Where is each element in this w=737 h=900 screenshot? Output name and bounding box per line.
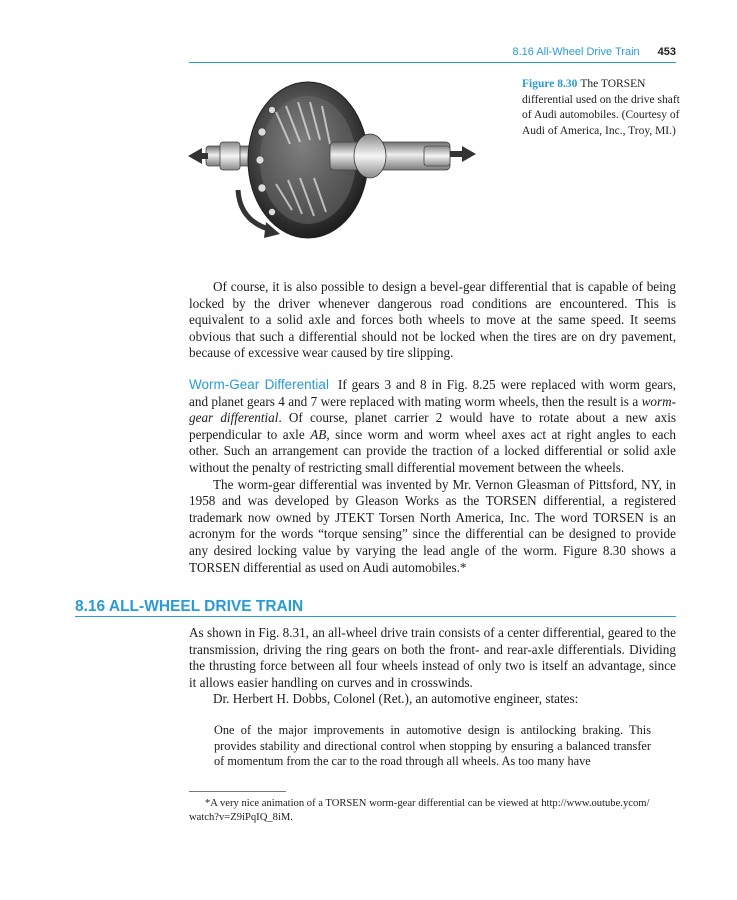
footnote [189, 797, 676, 825]
caption-label: Figure 8.30 [522, 78, 578, 90]
section-paragraph-2: Dr. Herbert H. Dobbs, Colonel (Ret.), an automotive engineer, states: [213, 691, 579, 707]
torsen-differential-figure [180, 72, 490, 244]
intro-paragraph-block [189, 279, 676, 362]
section-body [189, 625, 676, 708]
running-title: 8.16 All-Wheel Drive Train [512, 46, 640, 58]
intro-paragraph: Of course, it is also possible to design a bevel-gear differential that is capable of being locked by the driver whenever dangerous road conditions are encountered. This is equivalent to a solid axle and forces both wheels to move at the same speed. It seems obvious that such a differential should not be locked when the tires are on dry pavement, because of excessive wear caused by tire slipping. [189, 279, 676, 361]
footnote-text: *A very nice animation of a TORSEN worm-gear differential can be viewed at http://www.outube.ycom/ watch?v=Z9iPqIQ_8iM. [189, 798, 650, 823]
worm-gear-text-b: . Of course, planet carrier 2 would have to rotate about a new axis perpendicular to axle [189, 410, 676, 442]
caption-text: The TORSEN differential used on the drive shaft of Audi automobiles. (Courtesy of Audi of America, Inc., Troy, MI.) [522, 78, 680, 137]
block-quote: One of the major improvements in automotive design is antilocking braking. This provides stability and directional control when stopping by ensuring a balanced transfer of momentum from the car to the road through all wheels. As too many have [214, 723, 651, 769]
axle-label: AB [310, 426, 327, 442]
worm-gear-heading: Worm-Gear Differential [189, 377, 329, 392]
running-header [189, 46, 676, 62]
section-heading: 8.16 ALL-WHEEL DRIVE TRAIN [75, 598, 304, 615]
section-paragraph-1: As shown in Fig. 8.31, an all-wheel drive train consists of a center differential, geared to the transmission, driving the ring gears on both the front- and rear-axle differentials. Dividing the thrusting force between all four wheels instead of only two is itself an advantage, since it allows easier handling on curves and in crosswinds. [189, 625, 676, 690]
worm-gear-term: worm-gear differential [189, 393, 676, 426]
worm-gear-text-c: , since worm and worm wheel axes act at right angles to each other. Such an arrangement can provide the traction of a locked differential or solid axle without the penalty of restricting small differential movement between the wheels. [189, 426, 676, 475]
section-rule [75, 616, 676, 617]
page-number: 453 [657, 46, 676, 58]
header-rule [189, 62, 676, 63]
left-arrow [188, 148, 202, 164]
worm-gear-paragraph-1 [189, 377, 676, 477]
worm-gear-block [189, 377, 676, 576]
footnote-rule [189, 791, 286, 792]
right-arrow [462, 146, 476, 162]
figure-caption [522, 77, 682, 139]
worm-gear-text-a: If gears 3 and 8 in Fig. 8.25 were replaced with worm gears, and planet gears 4 and 7 were replaced with mating worm wheels, then the result is a [189, 377, 677, 409]
worm-gear-paragraph-2: The worm-gear differential was invented by Mr. Vernon Gleasman of Pittsford, NY, in 1958 and was developed by Gleason Works as the TORSEN differential, a registered trademark now owned by JTEKT Torsen North America, Inc. The word TORSEN is an acronym for the words “torque sensing” since the differential can be designed to provide any desired locking value by varying the lead angle of the worm. Figure 8.30 shows a TORSEN differential as used on Audi automobiles.* [189, 476, 676, 575]
